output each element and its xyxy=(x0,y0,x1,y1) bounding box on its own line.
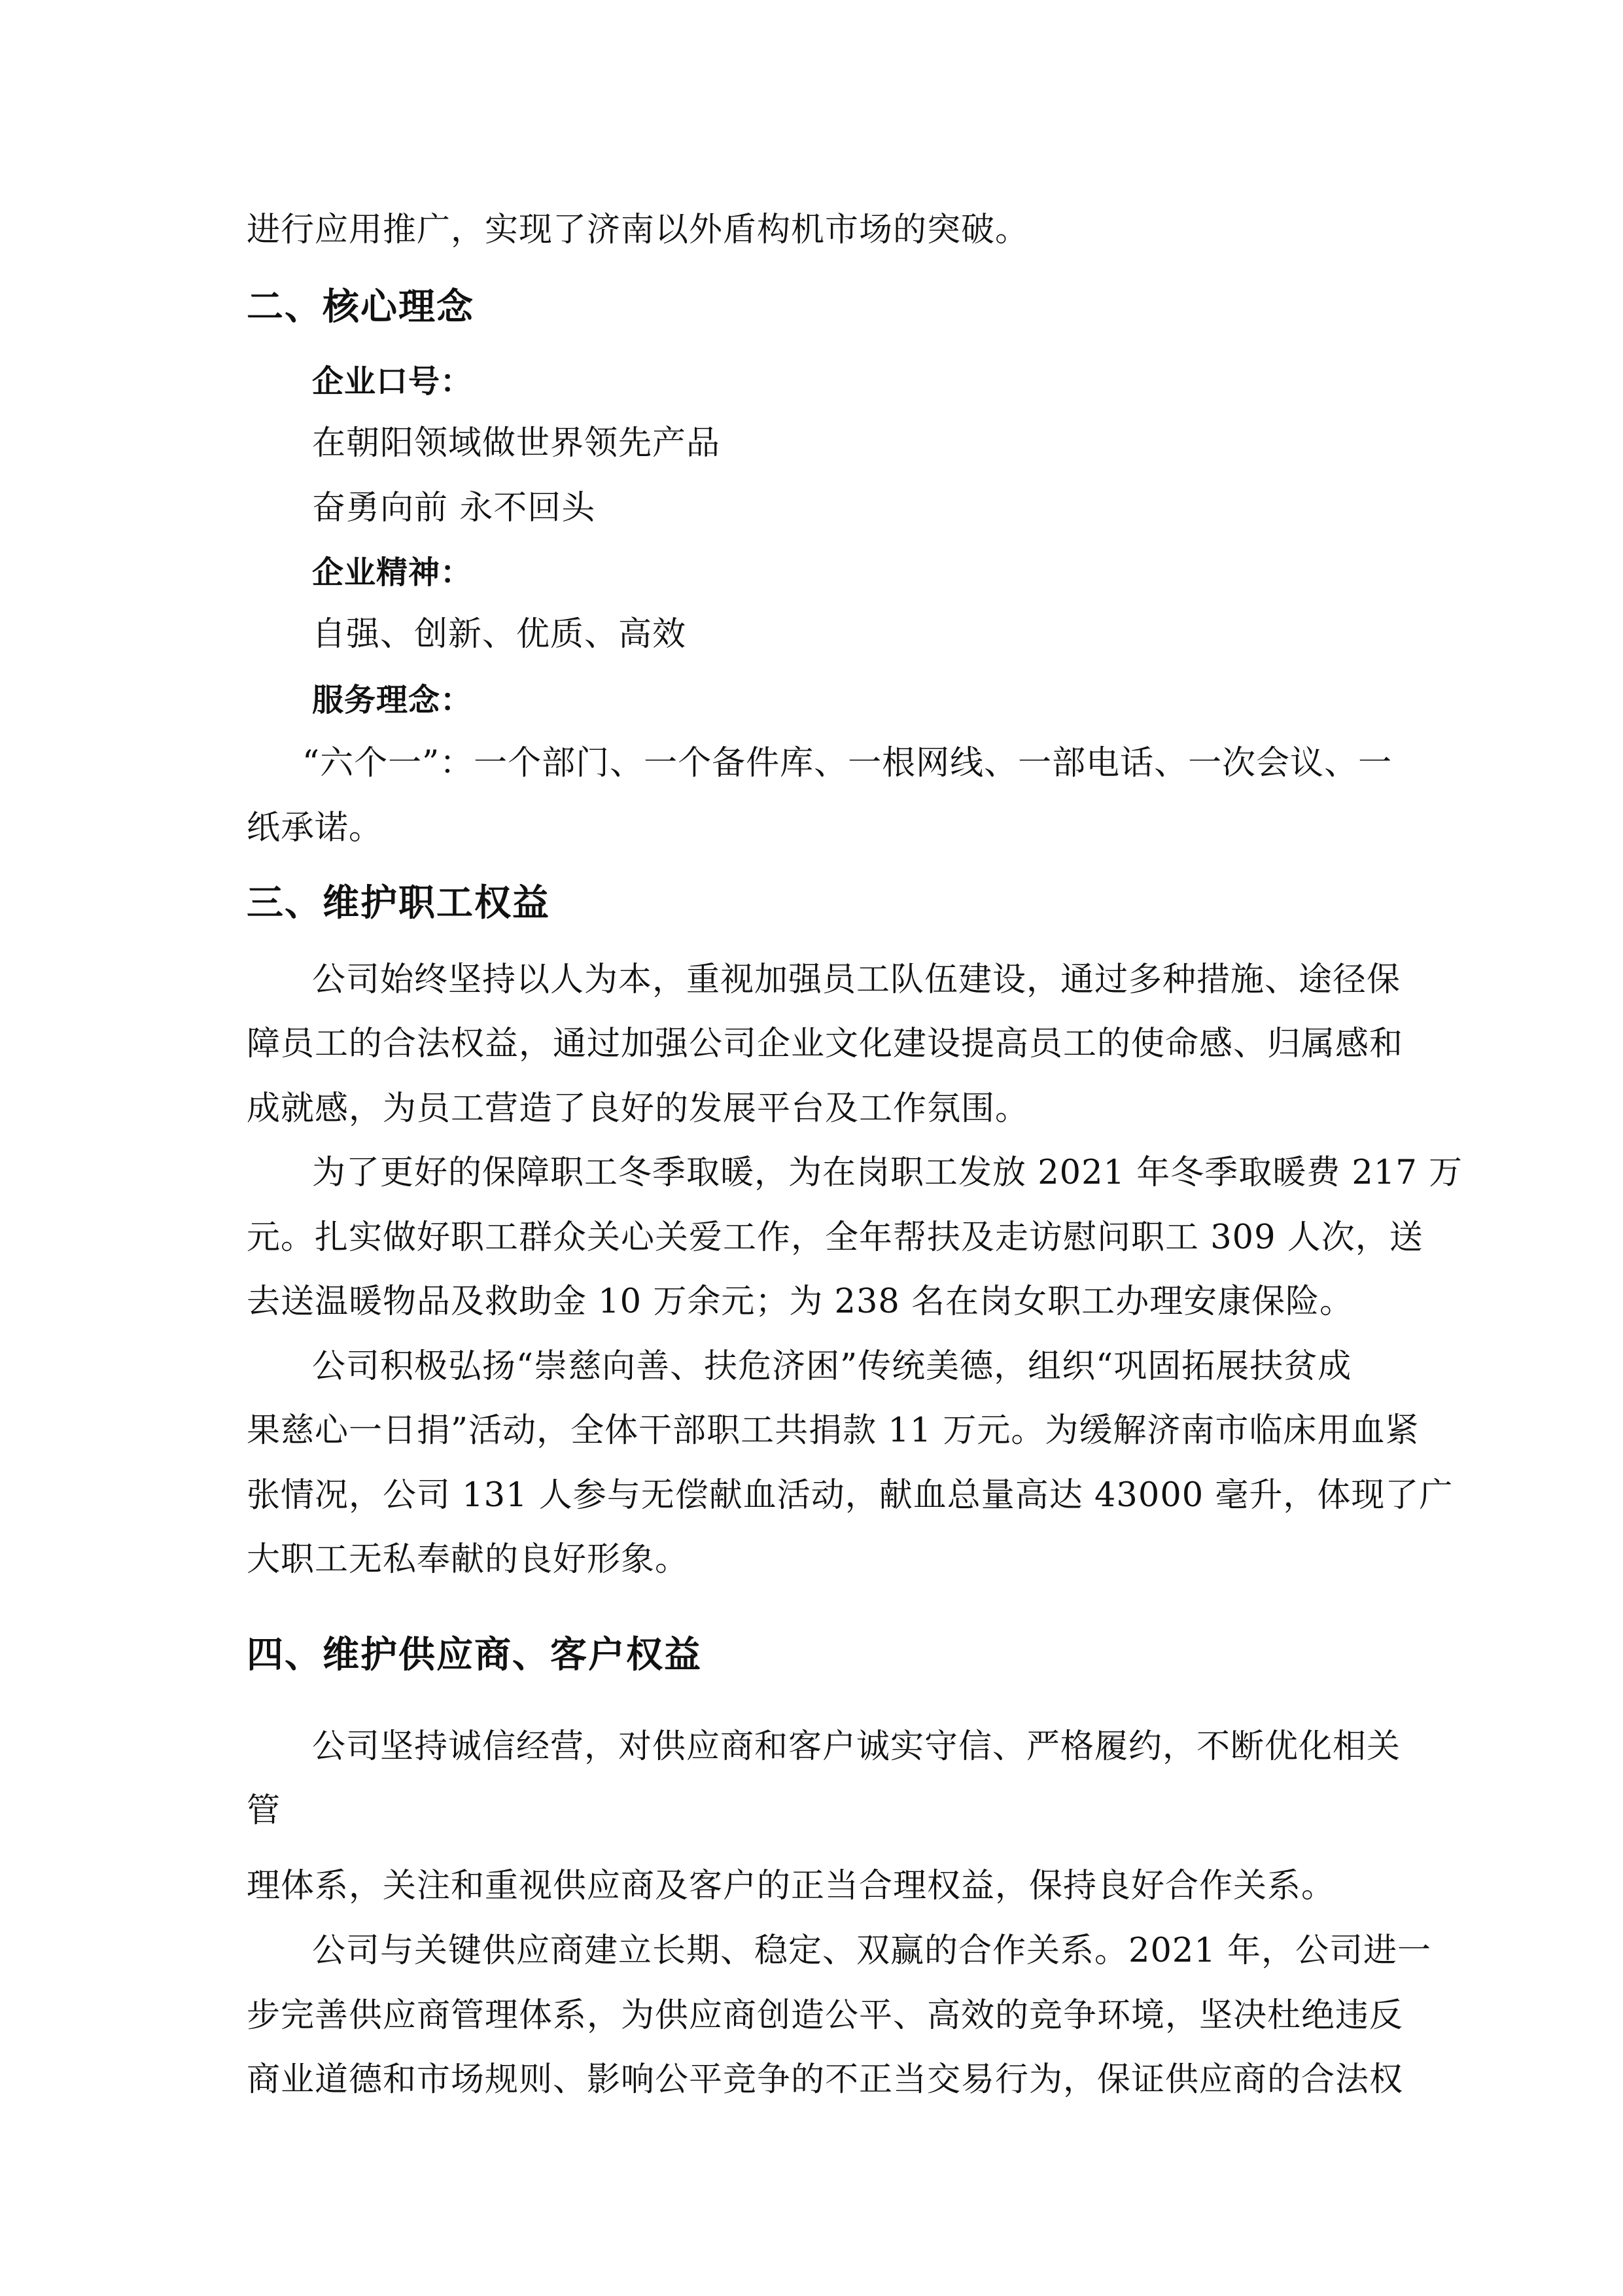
section-heading-core-values: 二、核心理念 xyxy=(247,286,474,328)
employee-paragraph-1-line-1: 公司始终坚持以人为本，重视加强员工队伍建设，通过多种措施、途径保 xyxy=(312,961,1401,999)
slogan-line-1: 在朝阳领域做世界领先产品 xyxy=(312,424,721,463)
employee-paragraph-3-line-1: 公司积极弘扬“崇慈向善、扶危济困”传统美德，组织“巩固拓展扶贫成 xyxy=(312,1347,1352,1386)
slogan-line-2: 奋勇向前 永不回头 xyxy=(312,489,596,527)
section-heading-supplier-customer-rights: 四、维护供应商、客户权益 xyxy=(247,1634,702,1676)
service-line-1: “六个一”：一个部门、一个备件库、一根网线、一部电话、一次会议、一 xyxy=(302,744,1393,783)
employee-paragraph-2-line-3: 去送温暖物品及救助金 10 万余元；为 238 名在岗女职工办理安康保险。 xyxy=(247,1282,1354,1321)
supplier-paragraph-1-line-3: 理体系，关注和重视供应商及客户的正当合理权益，保持良好合作关系。 xyxy=(247,1867,1336,1905)
employee-paragraph-1-line-2: 障员工的合法权益，通过加强公司企业文化建设提高员工的使命感、归属感和 xyxy=(247,1025,1404,1063)
employee-paragraph-2-line-2: 元。扎实做好职工群众关心关爱工作，全年帮扶及走访慰问职工 309 人次，送 xyxy=(247,1218,1423,1257)
section-heading-employee-rights: 三、维护职工权益 xyxy=(247,882,550,925)
supplier-paragraph-2-line-2: 步完善供应商管理体系，为供应商创造公平、高效的竞争环境，坚决杜绝违反 xyxy=(247,1996,1404,2035)
service-label: 服务理念： xyxy=(312,682,473,718)
supplier-paragraph-1-line-1: 公司坚持诚信经营，对供应商和客户诚实守信、严格履约，不断优化相关 xyxy=(312,1727,1401,1766)
intro-line: 进行应用推广，实现了济南以外盾构机市场的突破。 xyxy=(247,211,1030,249)
supplier-paragraph-2-line-3: 商业道德和市场规则、影响公平竞争的不正当交易行为，保证供应商的合法权 xyxy=(247,2060,1404,2099)
employee-paragraph-3-line-4: 大职工无私奉献的良好形象。 xyxy=(247,1540,689,1579)
service-line-2: 纸承诺。 xyxy=(247,809,383,847)
slogan-label: 企业口号： xyxy=(312,363,473,400)
supplier-paragraph-1-line-2: 管 xyxy=(247,1792,281,1830)
employee-paragraph-1-line-3: 成就感，为员工营造了良好的发展平台及工作氛围。 xyxy=(247,1089,1030,1128)
employee-paragraph-2-line-1: 为了更好的保障职工冬季取暖，为在岗职工发放 2021 年冬季取暖费 217 万 xyxy=(312,1154,1463,1192)
employee-paragraph-3-line-2: 果慈心一日捐”活动，全体干部职工共捐款 11 万元。为缓解济南市临床用血紧 xyxy=(247,1411,1420,1450)
supplier-paragraph-2-line-1: 公司与关键供应商建立长期、稳定、双赢的合作关系。2021 年，公司进一 xyxy=(312,1932,1432,1970)
spirit-text: 自强、创新、优质、高效 xyxy=(312,615,687,654)
spirit-label: 企业精神： xyxy=(312,554,473,591)
employee-paragraph-3-line-3: 张情况，公司 131 人参与无偿献血活动，献血总量高达 43000 毫升，体现了广 xyxy=(247,1476,1454,1515)
